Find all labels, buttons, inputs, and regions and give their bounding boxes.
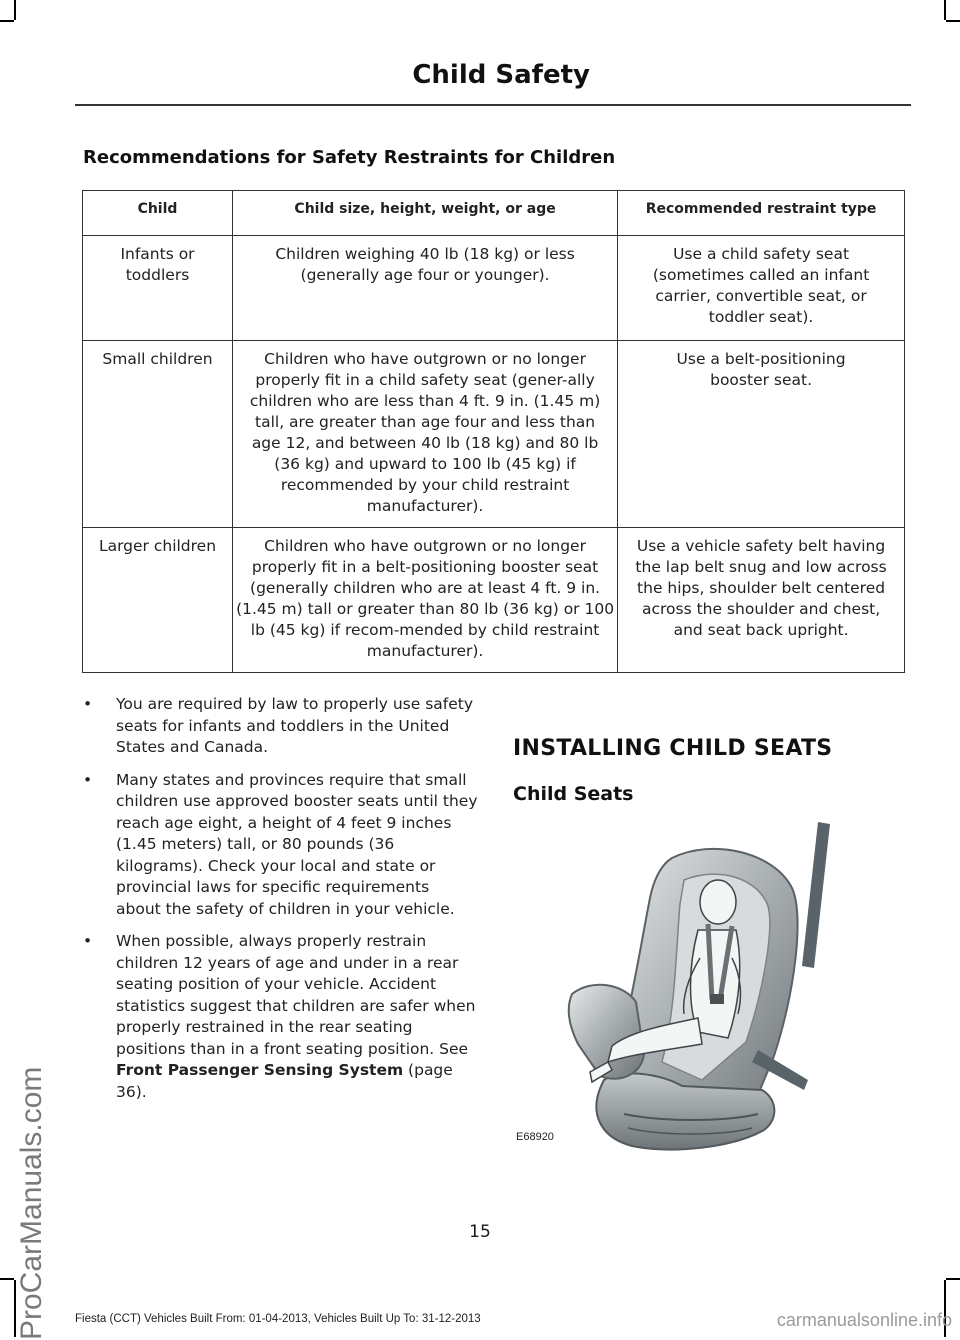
table-cell: Use a vehicle safety belt having the lap belt snug and low across the hips, shoulder belt centered across the shoulder and chest, and seat back upright. — [618, 528, 905, 673]
site-watermark: carmanualsonline.info — [776, 1310, 952, 1330]
table-header-cell: Child size, height, weight, or age — [233, 191, 618, 236]
table-header-cell: Child — [83, 191, 233, 236]
bullet-icon: • — [83, 932, 93, 950]
bullet-icon: • — [83, 695, 93, 713]
figure-code: E68920 — [516, 1131, 554, 1143]
chapter-title: Child Safety — [412, 60, 590, 90]
cross-reference-link[interactable]: Front Passenger Sensing System — [116, 1061, 404, 1079]
crop-mark — [946, 1278, 960, 1280]
installing-child-seats-heading: INSTALLING CHILD SEATS — [513, 736, 833, 761]
list-item — [83, 931, 478, 1103]
table-cell: Children who have outgrown or no longer properly fit in a belt-positioning booster seat (generally children who are at least 4 ft. 9 in. (1.45 m) tall or greater than 80 lb (36 kg) or 100 lb (45 kg) if recom-mended by child restraint manufacturer). — [233, 528, 618, 673]
table-header-cell: Recommended restraint type — [618, 191, 905, 236]
child-seats-subheading: Child Seats — [513, 783, 634, 805]
table-cell: Infants or toddlers — [83, 236, 233, 341]
vehicle-belt-upper — [802, 822, 830, 968]
side-watermark: ProCarManuals.com — [15, 1066, 48, 1340]
crop-mark — [0, 20, 14, 22]
table-row — [83, 528, 905, 673]
child-seat-illustration — [512, 818, 842, 1158]
crop-mark — [14, 0, 16, 20]
footer-text: Fiesta (CCT) Vehicles Built From: 01-04-2013, Vehicles Built Up To: 31-12-2013 — [75, 1313, 481, 1325]
table-header-row — [83, 191, 905, 236]
section-title: Recommendations for Safety Restraints for Children — [83, 147, 616, 168]
table-cell: Larger children — [83, 528, 233, 673]
table-cell: Small children — [83, 341, 233, 528]
bullet-text-tail: (page 36). — [116, 1061, 453, 1101]
bullet-text: You are required by law to properly use safety seats for infants and toddlers in the United States and Canada. — [116, 695, 474, 756]
list-item — [83, 694, 478, 759]
table-cell: Children weighing 40 lb (18 kg) or less (generally age four or younger). — [233, 236, 618, 341]
header-rule — [75, 104, 911, 106]
bullet-text: When possible, always properly restrain children 12 years of age and under in a rear seating position of your vehicle. Accident statistics suggest that children are safer when properly restrained in the rear seating positions than in a front seating position. See — [116, 932, 476, 1058]
crop-mark — [946, 20, 960, 22]
list-item — [83, 770, 478, 921]
harness-buckle — [710, 994, 724, 1004]
table-cell: Use a belt-positioning booster seat. — [618, 341, 905, 528]
table-cell: Use a child safety seat (sometimes called an infant carrier, convertible seat, or toddler seat). — [618, 236, 905, 341]
crop-mark — [944, 0, 946, 20]
table-row — [83, 341, 905, 528]
bullet-icon: • — [83, 770, 93, 789]
page-number: 15 — [469, 1222, 491, 1242]
restraint-recommendation-table — [82, 190, 905, 673]
table-row — [83, 236, 905, 341]
bullet-text: Many states and provinces require that small children use approved booster seats until they reach age eight, a height of 4 feet 9 inches (1.45 meters) tall, or 80 pounds (36 kilograms). Check your local and state or provincial laws for specific requirements about the safety of children in your vehicle. — [116, 770, 478, 918]
bullet-list — [83, 694, 478, 1114]
table-cell: Children who have outgrown or no longer properly fit in a child safety seat (gener-ally children who are less than 4 ft. 9 in. (1.45 m) tall, are greater than age four and less than age 12, and between 40 lb (18 kg) and 80 lb (36 kg) and upward to 100 lb (45 kg) if recommended by your child restraint manufacturer). — [233, 341, 618, 528]
